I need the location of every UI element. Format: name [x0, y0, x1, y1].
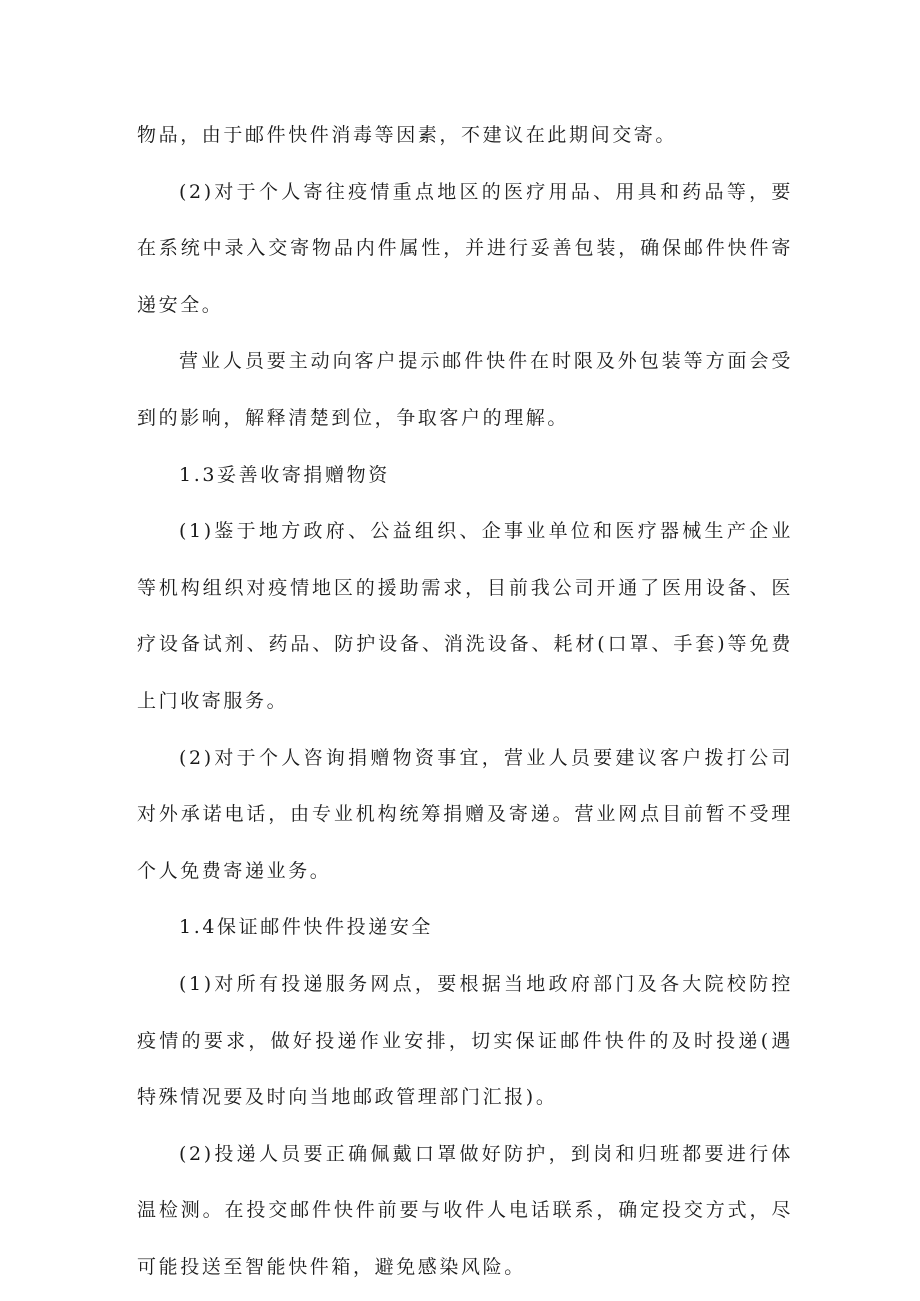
document-body: [137, 107, 793, 1295]
paragraph-donation-service: (1)鉴于地方政府、公益组织、企事业单位和医疗器械生产企业等机构组织对疫情地区的援助需求，目前我公司开通了医用设备、医疗设备试剂、药品、防护设备、消洗设备、耗材(口罩、手套)等免费上门收寄服务。: [137, 520, 793, 712]
section-heading-1-3: 1.3妥善收寄捐赠物资: [179, 463, 390, 486]
paragraph-courier-protection: (2)投递人员要正确佩戴口罩做好防护，到岗和归班都要进行体温检测。在投交邮件快件前要与收件人电话联系，确定投交方式，尽可能投送至智能快件箱，避免感染风险。: [137, 1142, 793, 1278]
paragraph-continuation: 物品，由于邮件快件消毒等因素，不建议在此期间交寄。: [137, 124, 678, 146]
paragraph-personal-medical-items: (2)对于个人寄往疫情重点地区的医疗用品、用具和药品等，要在系统中录入交寄物品内件属性，并进行妥善包装，确保邮件快件寄递安全。: [137, 180, 793, 316]
section-heading-1-4: 1.4保证邮件快件投递安全: [179, 916, 434, 939]
paragraph-customer-notice: 营业人员要主动向客户提示邮件快件在时限及外包装等方面会受到的影响，解释清楚到位，争取客户的理解。: [137, 350, 793, 429]
paragraph-personal-donation: (2)对于个人咨询捐赠物资事宜，营业人员要建议客户拨打公司对外承诺电话，由专业机构统筹捐赠及寄递。营业网点目前暂不受理个人免费寄递业务。: [137, 746, 793, 882]
paragraph-delivery-outlets: (1)对所有投递服务网点，要根据当地政府部门及各大院校防控疫情的要求，做好投递作业安排，切实保证邮件快件的及时投递(遇特殊情况要及时向当地邮政管理部门汇报)。: [137, 972, 793, 1109]
